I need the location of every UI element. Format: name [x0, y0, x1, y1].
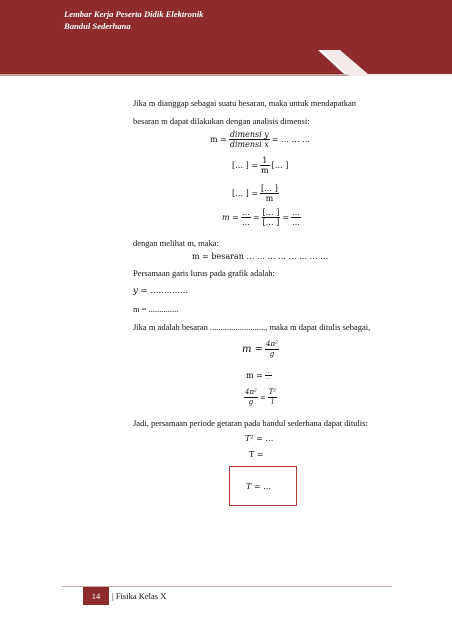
eq8-right-fraction: [268, 388, 277, 407]
eq10-text: T =: [249, 450, 264, 459]
intro-line-2: besaran m dapat dilakukan dengan analisis dimensi:: [133, 116, 310, 126]
header-title: Lembar Kerja Peserta Didik Elektronik: [64, 9, 204, 19]
equation-m-quantity: [192, 252, 328, 261]
header-decoration: [0, 50, 452, 78]
eq5-text: m = besaran … … … … … … … …: [192, 252, 329, 261]
eq8-left-denominator: g: [248, 398, 254, 406]
equation-t-squared: [245, 434, 273, 443]
eq8-left-numerator: 4π²: [245, 388, 257, 396]
eq4-f3-num: …: [292, 208, 301, 217]
answer-box-equation: [246, 482, 271, 491]
eq4-f3-den: …: [292, 218, 301, 227]
eq7-fraction: [265, 370, 272, 381]
eq4-f1-num: …: [241, 208, 250, 217]
eq6-numerator: 4π²: [266, 340, 278, 348]
eq4-lhs: m =: [222, 213, 239, 222]
eq4-fraction-1: [241, 208, 251, 227]
eq2-denominator: m: [261, 166, 269, 175]
page-number: 14: [83, 587, 109, 605]
eq7-lhs: m =: [246, 371, 263, 380]
equation-m-blank: [246, 370, 272, 381]
text-m-quantity: Jika m adalah besaran .........................., maka m dapat ditulis sebagai,: [133, 322, 371, 332]
eq6-denominator: g: [269, 350, 275, 358]
eq2-fraction: [260, 156, 270, 175]
eq8-equals: =: [259, 393, 266, 402]
eq3-lhs: [… ] =: [232, 189, 259, 198]
eq4-fraction-2: [262, 208, 281, 227]
answer-box: [229, 466, 297, 506]
eq4-fraction-3: [291, 208, 301, 227]
text-m-equals: m = ..............: [133, 304, 179, 314]
eq1-rhs: = … … …: [271, 135, 311, 144]
footer-divider: [62, 586, 392, 587]
text-line-equation: Persamaan garis lurus pada grafik adalah:: [133, 268, 275, 278]
footer-label: | Fisika Kelas X: [112, 591, 167, 601]
eq6-fraction: [265, 340, 279, 359]
eq6-lhs: m =: [242, 344, 264, 355]
intro-line-1: Jika m dianggap sebagai suatu besaran, maka untuk mendapatkan: [133, 98, 357, 108]
equation-m-4pi2-g: [242, 340, 279, 359]
eq3-denominator: m: [265, 194, 274, 203]
eq4-f1-den: …: [241, 218, 250, 227]
eq2-numerator: 1: [260, 156, 270, 166]
eq7-numerator: …: [265, 369, 271, 375]
eq1-fraction: [229, 130, 270, 149]
text-observation: dengan melihat m, maka:: [133, 238, 219, 248]
page-header: [0, 0, 452, 50]
equation-t-equals: [249, 450, 264, 459]
eq4-equals-1: =: [252, 213, 260, 222]
eq11-text: T = …: [246, 482, 272, 491]
eq8-left-fraction: [244, 388, 258, 407]
eq7-denominator: …: [265, 375, 271, 381]
text-y-equals: y = ..............: [133, 286, 189, 296]
eq4-f2-den: [… ]: [262, 218, 280, 227]
eq1-lhs: m =: [210, 135, 227, 144]
header-subtitle: Bandul Sederhana: [64, 21, 131, 31]
text-conclusion: Jadi, persamaan periode getaran pada bandul sederhana dapat ditulis:: [133, 418, 368, 428]
eq4-equals-2: =: [282, 213, 290, 222]
equation-bracket-1: [232, 156, 288, 175]
eq2-rhs: [… ]: [271, 161, 289, 170]
eq1-numerator: dimensi y: [229, 130, 269, 139]
eq3-fraction: [260, 184, 279, 203]
eq1-denominator: dimensi x: [229, 140, 269, 149]
eq9-text: T² = …: [245, 434, 274, 443]
eq2-lhs: [… ] =: [232, 161, 259, 170]
eq3-numerator: [… ]: [261, 184, 278, 193]
eq8-right-numerator: T²: [268, 388, 277, 396]
eq4-f2-num: [… ]: [262, 208, 280, 217]
eq8-right-denominator: l: [271, 398, 274, 406]
equation-m-ratio: [222, 208, 301, 227]
equation-dimension-ratio: [210, 130, 310, 149]
equation-bracket-2: [232, 184, 279, 203]
equation-period-relation: [244, 388, 277, 407]
